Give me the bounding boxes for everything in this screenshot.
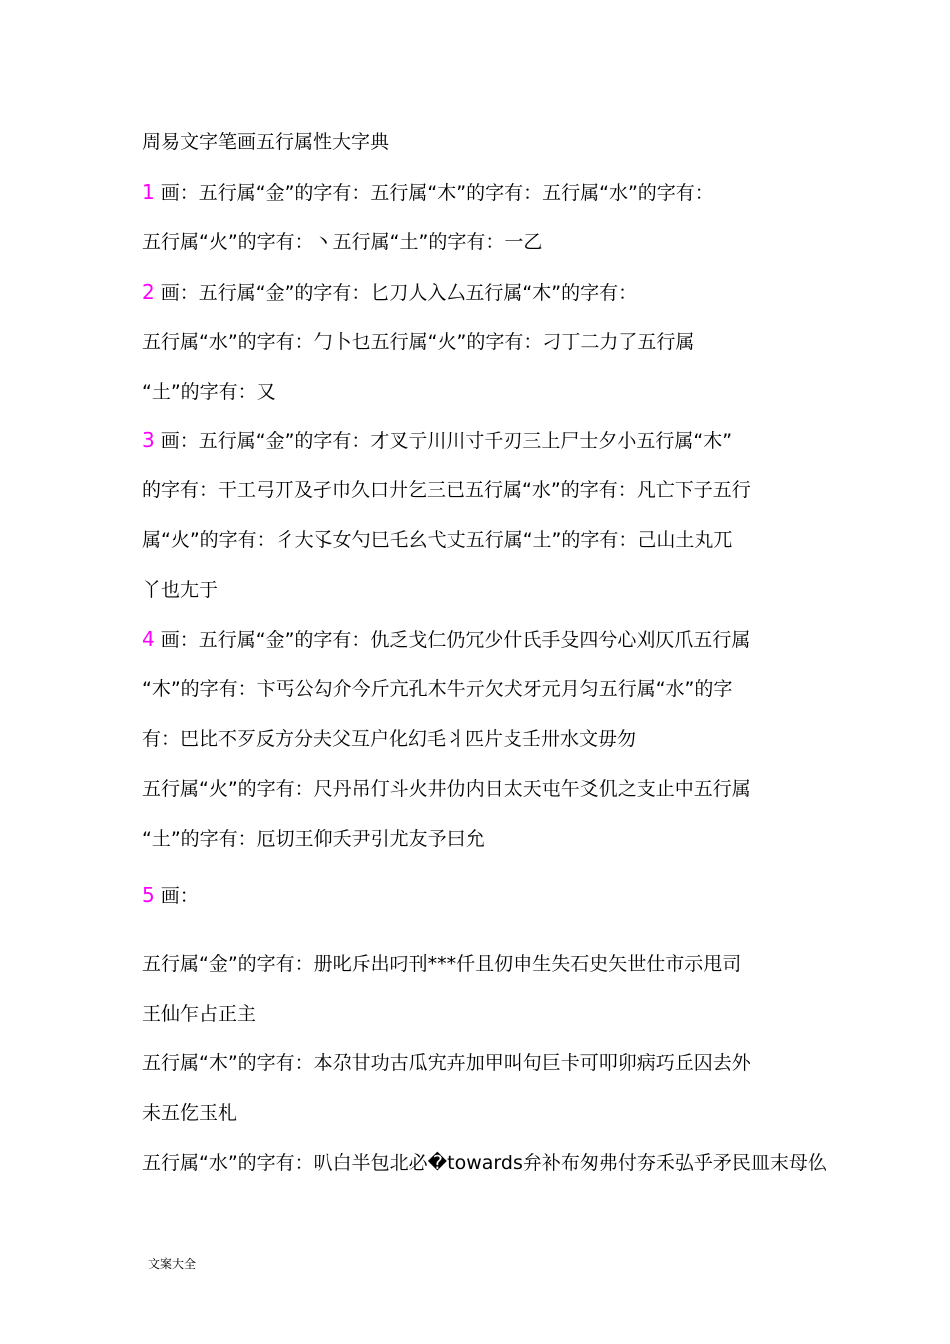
line-text: 有：巴比不歹反方分夫父互户化幻毛丬匹片攴壬卅水文毋勿 [142,728,637,750]
line-text: 王仙乍占正主 [142,1003,257,1025]
text-line [142,428,822,453]
text-line [142,578,822,602]
page-footer: 文案大全 [148,1257,197,1271]
text-line [142,380,822,404]
line-text: 五行属“水”的字有：叭白半包北必�towards弁补布匆弗付夯禾弘乎矛民皿末母仫 [142,1152,827,1174]
text-line [142,883,822,908]
text-line [142,1151,827,1175]
line-text: 属“火”的字有：彳大孓女勺巳乇幺弋丈五行属“土”的字有：己山土丸兀 [142,529,733,551]
stroke-count: 1 [142,180,155,204]
line-text: 画：五行属“金”的字有：仇乏戈仁仍冗少什氏手殳四兮心刈仄爪五行属 [160,629,751,651]
line-text: 五行属“木”的字有：本尕甘功古瓜宄卉加甲叫句巨卡可叩卯病巧丘囚去外 [142,1052,751,1074]
text-line [142,1051,822,1075]
text-line [142,1101,822,1125]
line-text: 的字有：干工弓丌及孑巾久口廾乞三已五行属“水”的字有：凡亡下子五行 [142,479,751,501]
line-text: 五行属“金”的字有：册叱斥出叼刊***仟且仞申生失石史矢世仕市示甩司 [142,953,742,975]
stroke-count: 3 [142,428,155,452]
line-text: 画：五行属“金”的字有：匕刀人入厶五行属“木”的字有： [160,282,638,304]
stroke-count: 5 [142,883,155,907]
line-text: 未五仡玉札 [142,1102,238,1124]
text-line [142,230,822,254]
line-text: “木”的字有：卞丐公勾介今斤亢孔木牛亓欠犬牙元月匀五行属“水”的字 [142,678,733,700]
line-text: “土”的字有：又 [142,381,276,403]
line-text: 画：五行属“金”的字有：五行属“木”的字有：五行属“水”的字有： [160,182,714,204]
line-text: 五行属“水”的字有：勹卜乜五行属“火”的字有：刁丁二力了五行属 [142,331,695,353]
text-line [142,727,822,751]
line-text: 五行属“火”的字有：丶五行属“土”的字有：一乙 [142,231,543,253]
line-text: 画：五行属“金”的字有：才叉亍川川寸千刃三上尸士夕小五行属“木” [160,430,733,452]
text-line [142,1002,822,1026]
document-title: 周易文字笔画五行属性大字典 [142,131,390,153]
text-line [142,777,822,801]
stroke-count: 2 [142,280,155,304]
text-line [142,180,822,205]
text-line [142,627,822,652]
text-line [142,528,822,552]
stroke-count: 4 [142,627,155,651]
line-text: 画： [160,885,199,907]
line-text: 丫也尢于 [142,579,219,601]
line-text: “土”的字有：厄切王仰夭尹引尤友予曰允 [142,828,485,850]
text-line [142,827,822,851]
line-text: 五行属“火”的字有：尺丹吊仃斗火井仂内日太天屯午爻仉之支止中五行属 [142,778,751,800]
text-line [142,280,822,305]
text-line [142,330,822,354]
text-line [142,952,822,976]
text-line [142,478,822,502]
text-line [142,677,822,701]
